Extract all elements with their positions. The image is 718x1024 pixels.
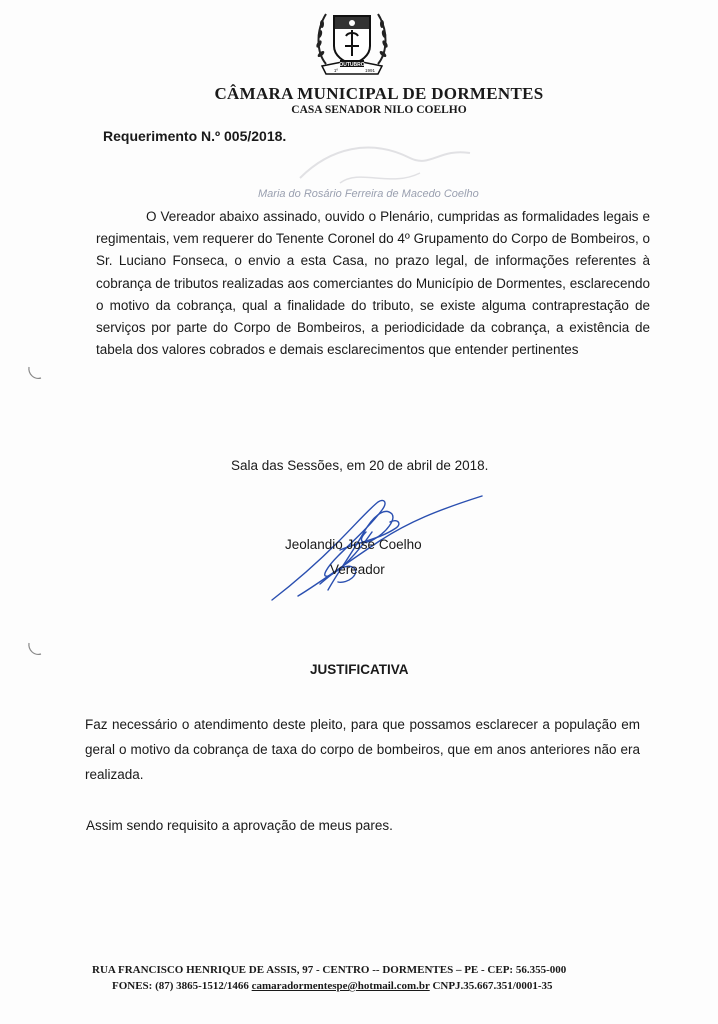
footer-email-link[interactable]: camaradormentespe@hotmail.com.br — [251, 980, 430, 992]
footer-address: RUA FRANCISCO HENRIQUE DE ASSIS, 97 - CENTRO -- DORMENTES – PE - CEP: 56.355-000 — [92, 964, 567, 976]
footer-phones: FONES: (87) 3865-1512/1466 — [112, 980, 252, 992]
crest-ribbon-left: 1º — [333, 68, 339, 73]
crest-ribbon-right: 1991 — [364, 68, 376, 73]
request-title: Requerimento N.º 005/2018. — [103, 128, 287, 144]
house-name: CASA SENADOR NILO COELHO — [291, 104, 467, 116]
background-watermark-text: Maria do Rosário Ferreira de Macedo Coelho — [258, 188, 479, 200]
punch-hole-mark-icon — [26, 640, 44, 658]
closing-line: Assim sendo requisito a aprovação de meus pares. — [86, 818, 393, 833]
footer-cnpj: CNPJ.35.667.351/0001-35 — [429, 980, 553, 992]
justification-title: JUSTIFICATIVA — [310, 662, 409, 677]
signer-name: Jeolandio Jose Coelho — [285, 537, 422, 552]
request-body: O Vereador abaixo assinado, ouvido o Plenário, cumpridas as formalidades legais e regimentais, vem requerer do Tenente Coronel do 4º Grupamento do Corpo de Bombeiros, o Sr. Luciano Fonseca, o envio a esta Casa, no prazo legal, de informações referentes à cobrança de tributos realizadas aos comerciantes do Município de Dormentes, esclarecendo o motivo da cobrança, qual a finalidade do tributo, se existe alguma contraprestação de serviços por parte do Corpo de Bombeiros, a periodicidade da cobrança, a existência de tabela dos valores cobrados e demais esclarecimentos que entender pertinentes — [96, 209, 650, 358]
chamber-name: CÂMARA MUNICIPAL DE DORMENTES — [214, 84, 544, 103]
signer-role: Vereador — [330, 562, 385, 577]
footer-contacts — [112, 980, 553, 992]
session-date: Sala das Sessões, em 20 de abril de 2018. — [231, 458, 489, 473]
crest-ribbon-label: OUTUBRO — [339, 62, 365, 68]
punch-hole-mark-icon — [26, 364, 44, 382]
justification-body: Faz necessário o atendimento deste pleito, para que possamos esclarecer a população em geral o motivo da cobrança de taxa do corpo de bombeiros, que em anos anteriores não era realizada. — [85, 717, 640, 782]
municipal-crest-icon — [312, 6, 392, 80]
